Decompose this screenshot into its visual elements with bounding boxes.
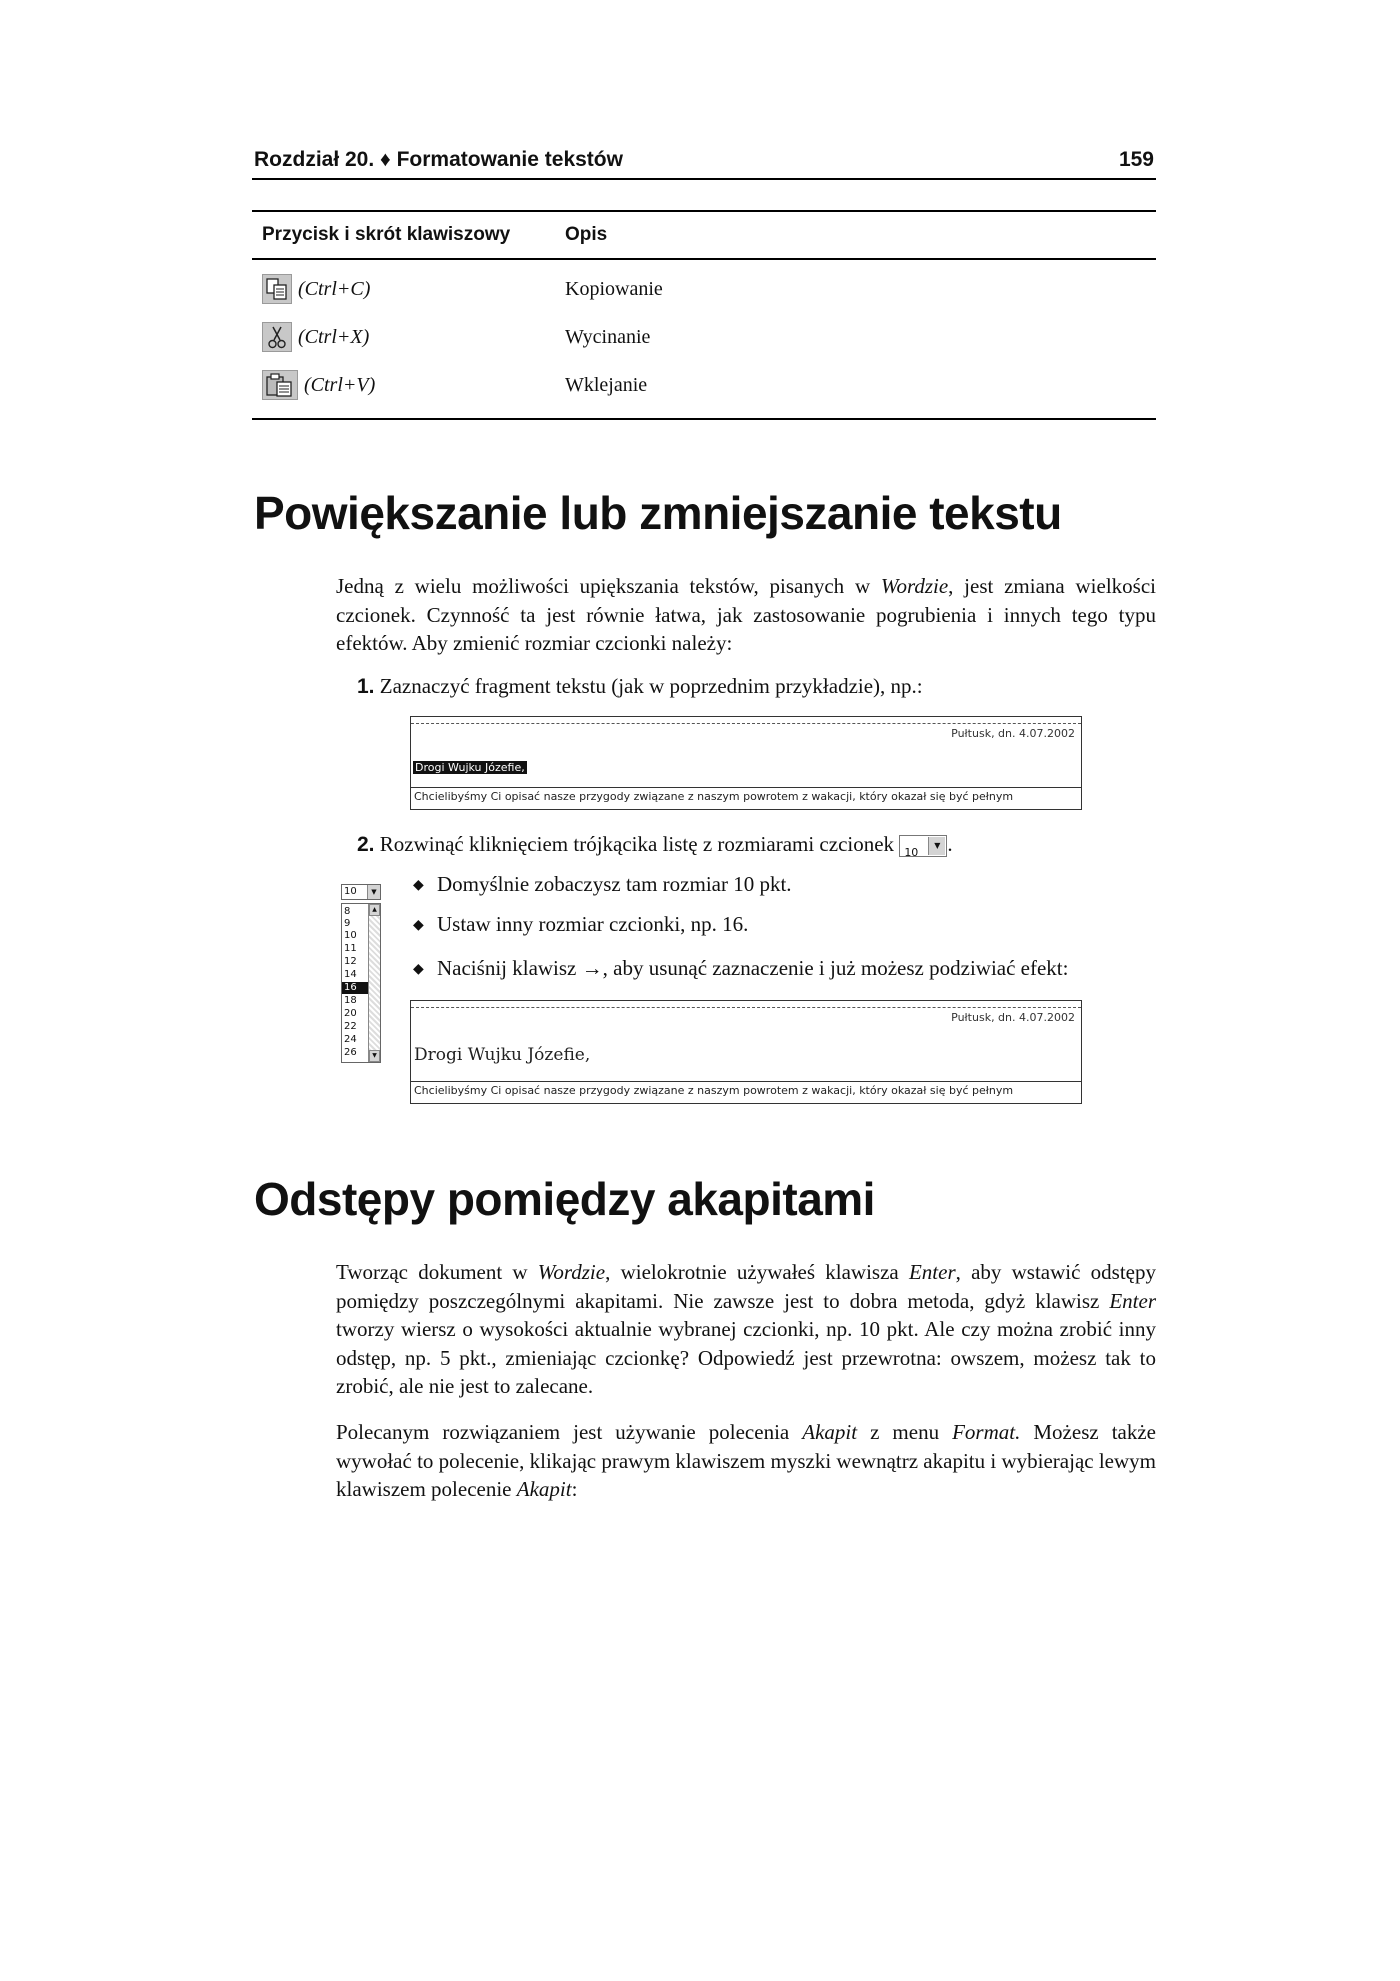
- font-size-option[interactable]: 12: [344, 956, 357, 967]
- font-size-option[interactable]: 11: [344, 943, 357, 954]
- shortcut-description: Wycinanie: [565, 326, 651, 348]
- font-size-option[interactable]: 14: [344, 969, 357, 980]
- copy-icon: [262, 274, 292, 304]
- running-header: [252, 148, 1156, 180]
- diamond-bullet-icon: ◆: [413, 962, 424, 977]
- step-number: 1.: [357, 675, 375, 698]
- shortcut-text: (Ctrl+V): [304, 373, 376, 396]
- preview-line: Chcielibyśmy Ci opisać nasze przygody związane z naszym powrotem z wakacji, który okazał się być pełnym: [414, 1084, 1014, 1097]
- font-size-value: 10: [904, 846, 919, 860]
- font-size-dropdown-list: [341, 884, 381, 1064]
- scroll-down-icon[interactable]: ▼: [369, 1050, 380, 1062]
- font-size-option-selected[interactable]: 16: [342, 982, 370, 994]
- column-header-description: Opis: [565, 224, 608, 245]
- section-heading-paragraph-spacing: Odstępy pomiędzy akapitami: [254, 1173, 875, 1225]
- preview-date: Pułtusk, dn. 4.07.2002: [951, 1011, 1075, 1024]
- bullet-item: ◆ Ustaw inny rozmiar czcionki, np. 16.: [413, 910, 748, 940]
- ruler: [411, 1001, 1081, 1008]
- font-size-option[interactable]: 22: [344, 1021, 357, 1032]
- font-size-option[interactable]: 8: [344, 906, 351, 917]
- spacing-paragraph-2: Polecanym rozwiązaniem jest używanie polecenia Akapit z menu Format. Możesz także wywołać to polecenie, klikając prawym klawiszem myszki wewnątrz akapitu i wybierając lewym klawiszem polecenie Akapit:: [336, 1420, 1156, 1501]
- step-text: Rozwinąć kliknięciem trójkącika listę z rozmiarami czcionek: [379, 832, 895, 856]
- shortcut-table: [252, 210, 1156, 420]
- cut-icon: [262, 322, 292, 352]
- step-1: [357, 672, 923, 701]
- column-header-button: Przycisk i skrót klawiszowy: [262, 224, 511, 245]
- chapter-title: Rozdział 20. ♦ Formatowanie tekstów: [254, 148, 623, 171]
- step-text: Zaznaczyć fragment tekstu (jak w poprzednim przykładzie), np.:: [379, 674, 923, 698]
- spacing-paragraph-1: Tworząc dokument w Wordzie, wielokrotnie używałeś klawisza Enter, aby wstawić odstępy pomiędzy poszczególnymi akapitami. Nie zawsze jest to dobra metoda, gdyż klawisz Enter tworzy wiersz o wysokości aktualnie wybranej czcionki, np. 10 pkt. Ale czy można zrobić inny odstęp, np. 5 pkt., zmieniając czcionkę? Odpowiedź jest przewrotna: owszem, możesz tak to zrobić, ale nie jest to zalecane.: [336, 1260, 1156, 1398]
- font-size-option[interactable]: 20: [344, 1008, 357, 1019]
- bullet-item: ◆ Domyślnie zobaczysz tam rozmiar 10 pkt.: [413, 870, 792, 900]
- scroll-up-icon[interactable]: ▲: [369, 904, 380, 916]
- table-row: [252, 268, 1156, 314]
- step-number: 2.: [357, 833, 375, 856]
- shortcut-description: Wklejanie: [565, 374, 648, 396]
- intro-paragraph: Jedną z wielu możliwości upiększania tekstów, pisanych w Wordzie, jest zmiana wielkości czcionek. Czynność ta jest równie łatwa, jak zastosowanie pogrubienia i innych tego typu efektów. Aby zmienić rozmiar czcionki należy:: [336, 574, 1156, 655]
- diamond-bullet-icon: ◆: [413, 878, 424, 893]
- font-size-option[interactable]: 26: [344, 1047, 357, 1058]
- font-size-option[interactable]: 24: [344, 1034, 357, 1045]
- scrollbar[interactable]: [368, 904, 380, 1062]
- bullet-item: ◆ Naciśnij klawisz →, aby usunąć zaznaczenie i już możesz podziwiać efekt:: [413, 954, 1068, 984]
- ruler: [411, 717, 1081, 724]
- font-size-combo[interactable]: [899, 835, 947, 860]
- section-heading-font-size: Powiększanie lub zmniejszanie tekstu: [254, 487, 1062, 539]
- preview-greeting-selected: Drogi Wujku Józefie,: [415, 761, 525, 774]
- dropdown-arrow-icon[interactable]: ▼: [367, 885, 380, 899]
- table-row: [252, 364, 1156, 410]
- step-2: 2. Rozwinąć kliknięciem trójkącika listę z rozmiarami czcionek 10 ▼ .: [357, 830, 953, 859]
- preview-greeting-enlarged: Drogi Wujku Józefie,: [414, 1045, 591, 1065]
- font-size-option[interactable]: 9: [344, 918, 351, 929]
- paste-icon: [262, 370, 298, 400]
- preview-line: Chcielibyśmy Ci opisać nasze przygody związane z naszym powrotem z wakacji, który okazał się być pełnym: [414, 790, 1014, 803]
- preview-date: Pułtusk, dn. 4.07.2002: [951, 727, 1075, 740]
- dropdown-arrow-icon[interactable]: ▼: [928, 837, 945, 855]
- font-size-option[interactable]: 18: [344, 995, 357, 1006]
- font-size-option[interactable]: 10: [344, 930, 357, 941]
- document-preview-enlarged: [410, 1000, 1082, 1104]
- shortcut-description: Kopiowanie: [565, 278, 663, 300]
- font-size-options: [341, 903, 381, 1063]
- page-number: 159: [1118, 148, 1154, 171]
- table-header-row: [252, 212, 1156, 260]
- shortcut-text: (Ctrl+C): [298, 277, 371, 300]
- table-row: [252, 316, 1156, 362]
- font-size-field[interactable]: 10 ▼: [341, 884, 381, 900]
- document-preview-selected: [410, 716, 1082, 810]
- diamond-bullet-icon: ◆: [413, 918, 424, 933]
- shortcut-text: (Ctrl+X): [298, 325, 370, 348]
